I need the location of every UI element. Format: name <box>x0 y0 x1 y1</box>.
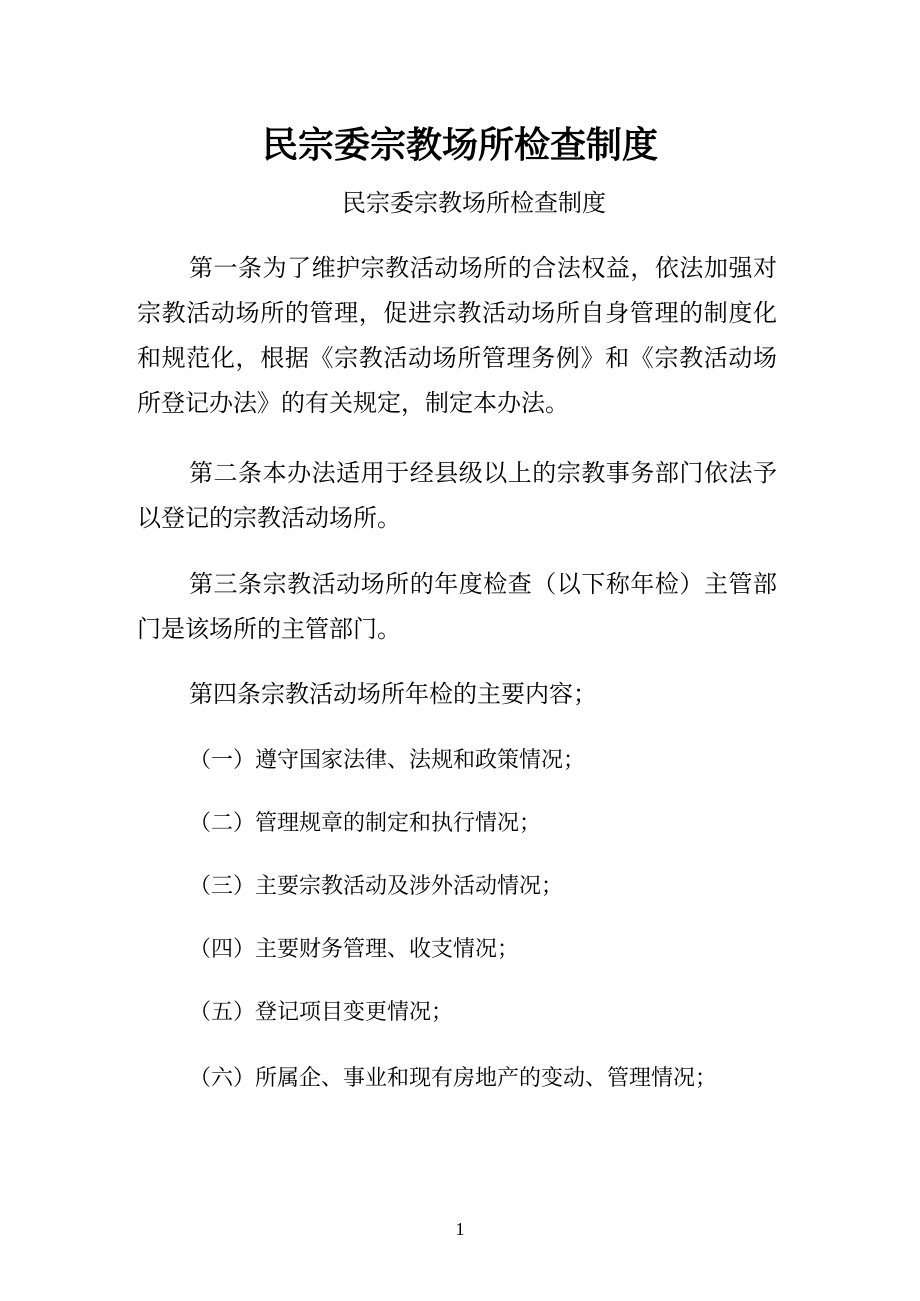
list-item: （四）主要财务管理、收支情况； <box>189 937 520 962</box>
page-number: 1 <box>455 1219 465 1239</box>
list-item: （二）管理规章的制定和执行情况； <box>189 811 542 836</box>
list-item: （六）所属企、事业和现有房地产的变动、管理情况； <box>189 1066 718 1091</box>
list-item: （一）遵守国家法律、法规和政策情况； <box>189 748 586 773</box>
list-item: （三）主要宗教活动及涉外活动情况； <box>189 874 564 899</box>
document-subtitle: 民宗委宗教场所检查制度 <box>342 189 606 217</box>
article-1-paragraph: 第一条为了维护宗教活动场所的合法权益，依法加强对宗教活动场所的管理，促进宗教活动场所自身管理的制度化和规范化，根据《宗教活动场所管理务例》和《宗教活动场所登记办法》的有关规定，制定本办法。 <box>137 254 777 417</box>
article-4-paragraph: 第四条宗教活动场所年检的主要内容； <box>189 680 597 708</box>
article-2-paragraph: 第二条本办法适用于经县级以上的宗教事务部门依法予以登记的宗教活动场所。 <box>137 459 777 532</box>
list-item: （五）登记项目变更情况； <box>189 1000 454 1025</box>
article-3-paragraph: 第三条宗教活动场所的年度检查（以下称年检）主管部门是该场所的主管部门。 <box>137 570 777 643</box>
document-title: 民宗委宗教场所检查制度 <box>261 125 658 166</box>
